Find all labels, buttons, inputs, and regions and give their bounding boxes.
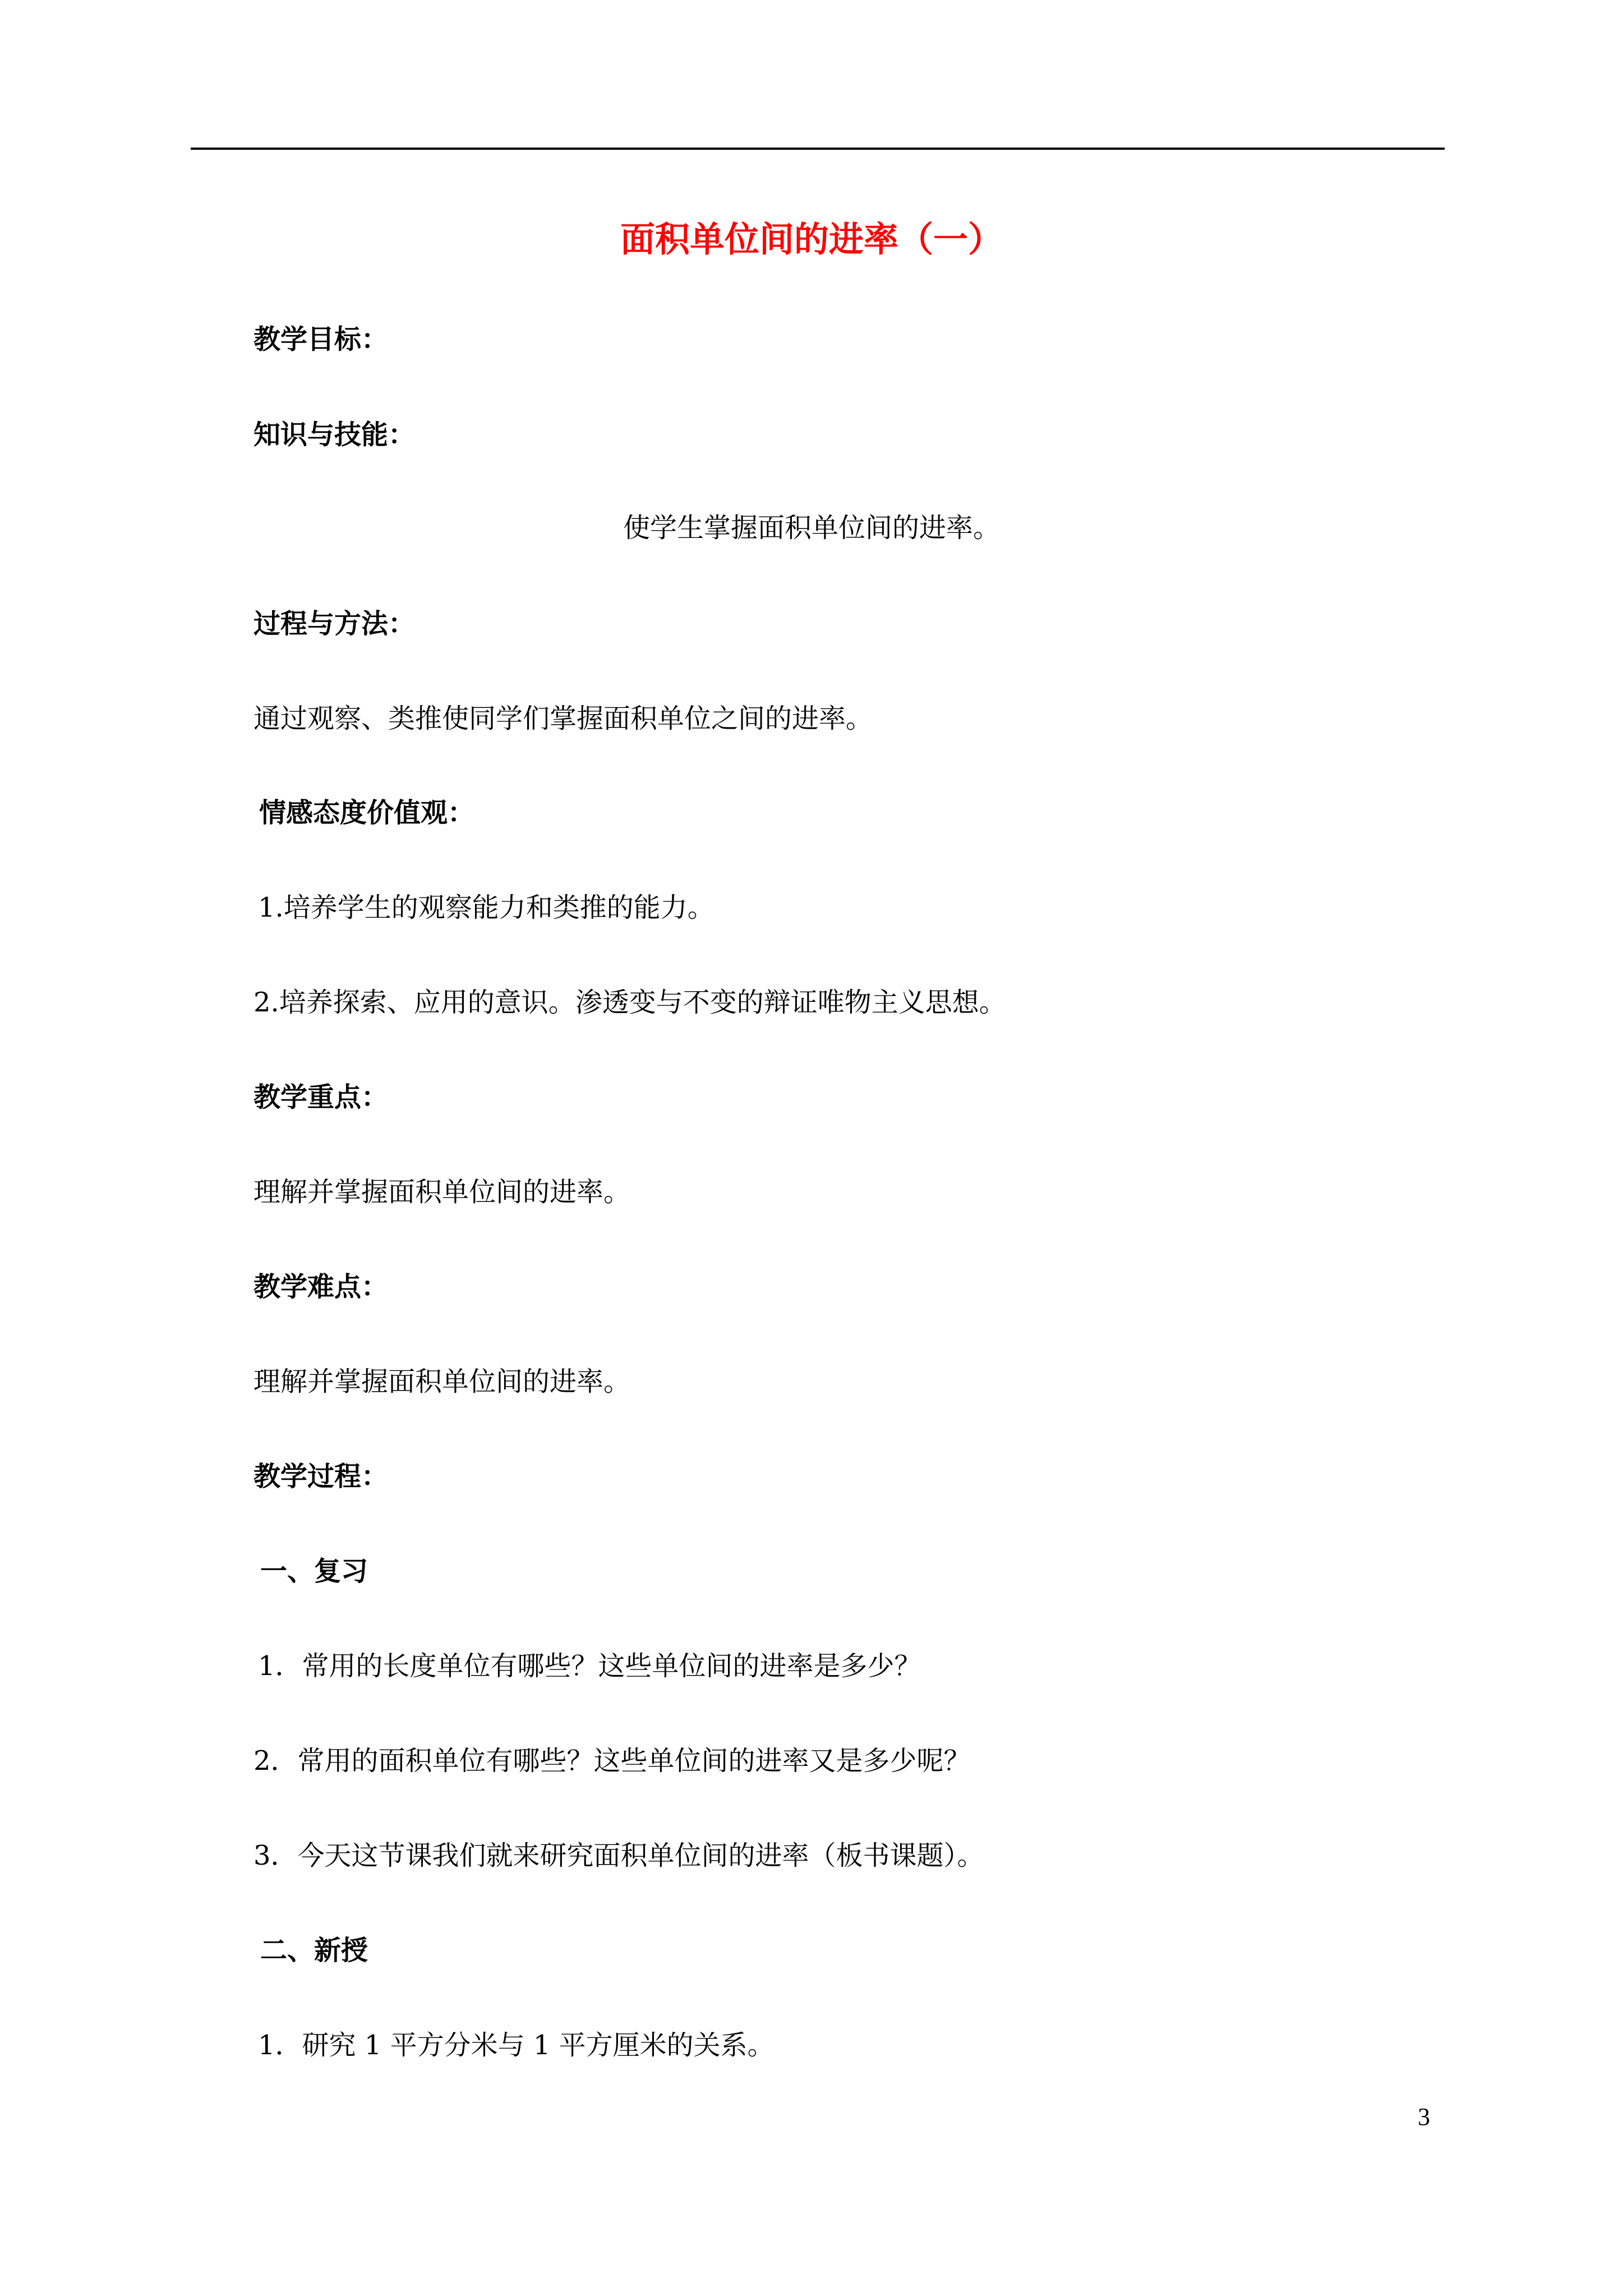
paragraph-knowledge-skills: 使学生掌握面积单位间的进率。 [623, 512, 1000, 544]
list-item-values-2: 2.培养探索、应用的意识。渗透变与不变的辩证唯物主义思想。 [253, 987, 1006, 1018]
review-item-1: 1．常用的长度单位有哪些？这些单位间的进率是多少？ [258, 1650, 921, 1682]
paragraph-difficult-points: 理解并掌握面积单位间的进率。 [253, 1366, 631, 1397]
heading-knowledge-skills: 知识与技能： [253, 419, 416, 450]
heading-key-points: 教学重点： [253, 1082, 389, 1113]
heading-teaching-process: 教学过程： [253, 1461, 389, 1492]
heading-teaching-objectives: 教学目标： [253, 324, 389, 355]
document-title: 面积单位间的进率（一） [620, 219, 1003, 260]
paragraph-process-methods: 通过观察、类推使同学们掌握面积单位之间的进率。 [253, 703, 873, 734]
review-item-3: 3．今天这节课我们就来研究面积单位间的进率（板书课题）。 [253, 1840, 984, 1871]
heading-difficult-points: 教学难点： [253, 1271, 389, 1303]
paragraph-key-points: 理解并掌握面积单位间的进率。 [253, 1176, 631, 1208]
page-number: 3 [1418, 2103, 1430, 2131]
list-item-values-1: 1.培养学生的观察能力和类推的能力。 [258, 892, 714, 923]
header-rule [191, 148, 1445, 150]
section-heading-review: 一、复习 [260, 1556, 368, 1587]
section-heading-new-lesson: 二、新授 [260, 1935, 368, 1966]
new-lesson-item-1: 1．研究 1 平方分米与 1 平方厘米的关系。 [258, 2030, 774, 2061]
heading-emotional-values: 情感态度价值观： [259, 797, 475, 829]
review-item-2: 2．常用的面积单位有哪些？这些单位间的进率又是多少呢？ [253, 1745, 971, 1777]
heading-process-methods: 过程与方法： [253, 608, 416, 639]
